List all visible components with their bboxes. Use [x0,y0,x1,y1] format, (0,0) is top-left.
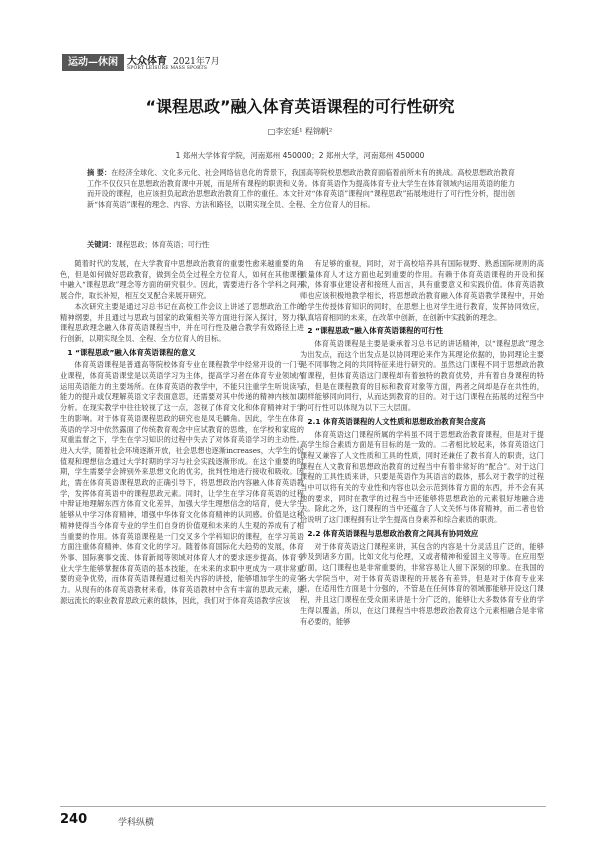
keywords [87,240,515,250]
paragraph: 随着时代的发展，在大学教育中思想政治教育的重要性愈来越重要的角色，但是如何做好思政教育，做到全员全过程全方位育人，如何在其他课程中融入“课程思政”理念等方面的研究很少。因此，需要进行各个学科之间开展合作，取长补短，相互交叉配合来展开研究。 [60,259,304,301]
magazine-header [127,52,220,67]
paragraph: 体育英语课程是普通高等院校体育专业在课程教学中经常开设的一门专业课程，体育英语课堂是以英语学习为主体，提高学习者在体育专业领域内运用英语能力的主要场所。在体育英语的教学中，不能只注重学生听说读写能力的提升或仅理解英语文字表面意思，还需要对其中传递的精神内核加以分析。在现实教学中往往较视了这一点，忽视了体育文化和体育精神对于学生的影响。对于体育英语课程思政的研究也是凤毛麟角。因此，学生在体育英语的学习中依然露面了传统教育观念中应试教育的思维，在学校和家庭的双重监督之下，学生在学习知识的过程中失去了对体育英语学习的主动性。进入大学，随着社会环境逐渐开放，社会思想也逐渐increases，大学生的价值观和理想信念通过大学时期的学习与社会实践逐渐形成。在这个重要的时期，学生需要学会辨别外来思想文化的优劣，批判性地进行接收和吸收。因此，需在体育英语课程思政的正确引导下，将思想政治内容融入体育英语教学，发挥体育英语中的课程思政元素。同时，让学生在学习体育英语的过程中辩证地理解东西方体育文化差异，加强大学生理想信念的培育，使大学生能够从中学习体育精神，增强中华体育文化体育精神的认同感。价值是这种精神使得当今体育专业的学生们自身的价值观和未来的人生观的养成有了相当重要的作用。体育英语课程是一门交叉多个学科知识的课程，在学习英语方面注重体育精神、体育文化的学习。随着体育国际化大趋势的发展，体育外事、国际赛事交流、体育新闻等领域对体育人才的要求逐步提高。体育专业大学生能够掌握体育英语的基本技能，在未来的求职中更成为一项非常重要的竞争优势，而体育英语课程通过相关内容的讲授，能够增加学生的竞争力。从现有的体育英语教材来看，体育英语教材中含有丰富的思政元素，是源远流长的职业教育思政元素的载体，因此，我们对于体育英语教学应该 [60,360,304,605]
page-number: 240 [60,812,88,827]
issue-date: 2021年7月 [173,57,220,67]
left-column [60,259,304,799]
subsection-heading: 2.2 体育英语课程与思想政治教育之间具有协同效应 [307,528,479,538]
paragraph: 有足够的重视，同时，对于高校培养具有国际视野、熟悉国际规则的高质量体育人才这方面也起到重要的作用。有赖于体育英语课程的开设和探索，体育事业建设者和接班人而言，具有重要意义和实践价值。体育英语教师也应该积极地教学相长，将思想政治教育融入体育英语教学课程中，开始给学生传授体育知识的同时，在思想上也对学生进行教育，发挥协同效应，认真培育相同的未来，在改革中创新，在创新中实践新的理念。 [300,259,544,322]
magazine-subtitle: SPORT LEISURE MASS SPORTS [127,66,208,71]
keywords-label: 关键词： [87,240,116,249]
authors: □李宏延¹ 程锦帆² [267,127,333,136]
footer-divider [60,806,546,807]
subsection-heading: 2.1 体育英语课程的人文性质和思想政治教育契合度高 [307,416,486,426]
abstract [87,168,515,210]
abstract-text: 在经济全球化、文化多元化、社会网络信息化的背景下，我国高等院校思想政治教育面临着前所未有的挑战。高校思想政治教育工作不仅仅只在思想政治教育课中开展，而是所有课程的职责和义务。体育英语作为提高体育专业大学生在体育领域内运用英语的能力而开设的课程，也应该担负起政治思想政治教育工作的重任。本文针对“体育英语”课程向“课程思政”拓展地进行了可行性分析，提出创新“体育英语”课程的理念、内容、方法和路径，以期实现全员、全程、全方位育人的目标。 [87,168,515,209]
journal-name: 学科纵横 [118,818,155,828]
keywords-text: 课程思政；体育英语；可行性 [115,240,210,249]
paragraph: 体育英语课程是主要是秉承着习总书记的讲话精神，以“课程思政”理念为出发点，而这个出发点是以协同理论来作为其理论依据的，协同理论主要是不同事物之间的共同特征来进行研究的。虽然这门课程不同于思想政治教育课程，但体育英语这门课程却有着独特的教育优势，并有着自身课程的特点，但是在课程教育的目标和教育对象等方面，两者之间却是存在共性的，同样能够同向同行，从而达到教育的目的。对于这门课程在拓展的过程当中的可行性可以体现为以下三大层面。 [300,338,544,413]
affiliations: 1 郑州大学体育学院，河南郑州 450000；2 郑州大学，河南郑州 450000 [175,151,425,160]
section-heading: 2 “课程思政”融入体育英语课程的可行性 [307,326,444,336]
section-tag: 运动—休闲 [62,54,124,71]
article-title: “课程思政”融入体育英语课程的可行性研究 [145,97,455,116]
paragraph: 对于体育英语这门课程来讲，其包含的内容是十分灵活且广泛的，能够涉及到诸多方面，比如文化与伦理，又或者精神和爱国主义等等。在应用型方面，这门课程也是非常重要的，非常容易让人留下深刻的印象。在我国的各大学院当中，对于体育英语课程的开展各有差异，但是对于体育专业来说，在适用性方面是十分强的，不管是在任何体育的领域都能够开设这门课程，并且这门课程在受众面来讲是十分广泛的，能够让大多数体育专业的学生得以覆盖，所以，在这门课程当中将思想政治教育这个元素相融合是非常有必要的，能够 [300,541,544,626]
paragraph: 体育英语这门课程所属的学科虽不同于思想政治教育课程，但是对于提高学生综合素质方面是有目标的是一致的。二者相比较起来，体育英语这门课程又兼容了人文性质和工具的性质，同时还兼任了教书育人的职责，这门课程在人文教育和思想政治教育的过程当中有着非常好的“配合”。对于这门课程的工具性质来讲，只要是英语作为其语言的载体，那么对于教学的过程当中可以将有关的专业性和内容也以会示范到体育方面的东西，并不会有其他的要求，同时在教学的过程当中还能够将思想政治的元素很好地融合进去。除此之外，这门课程的当中还蕴含了人文关怀与体育精神，而二者也恰恰说明了这门课程拥有让学生提高自身素养和综合素质的职责。 [300,429,544,525]
section-heading: 1 “课程思政”融入体育英语课程的意义 [67,347,196,357]
paragraph: 本次研究主要是通过习总书记在高校工作会议上讲述了思想政治工作的精神纲要，并且通过与思政与国家的政策相关等方面进行深入探讨，努力将课程思政理念融入体育英语课程当中，并在可行性及融合教学有效路径上进行创新，以期实现全员、全程、全方位育人的目标。 [60,301,304,343]
abstract-label: 摘 要： [87,168,112,177]
magazine-name: 大众体育 [127,56,167,67]
right-column [300,259,544,799]
